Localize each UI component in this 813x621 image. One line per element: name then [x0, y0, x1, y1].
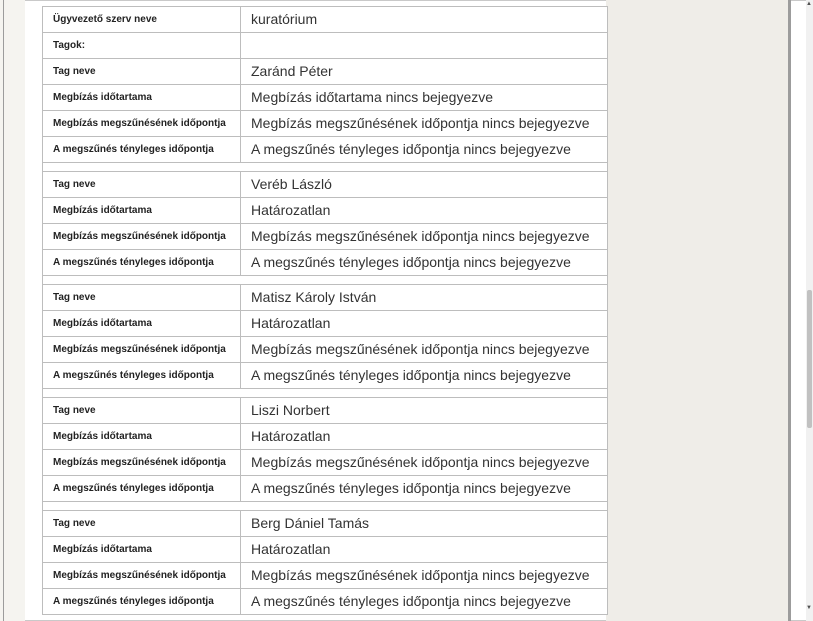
member-separator [43, 162, 607, 171]
field-label: A megszűnés tényleges időpontja [53, 144, 214, 155]
column-divider [240, 363, 241, 388]
table-row [43, 110, 607, 136]
field-label: Megbízás megszűnésének időpontja [53, 231, 226, 242]
table-row [43, 397, 607, 423]
field-value: Megbízás megszűnésének időpontja nincs bejegyezve [251, 454, 590, 470]
member-separator [43, 388, 607, 397]
field-label: A megszűnés tényleges időpontja [53, 370, 214, 381]
field-label: Megbízás megszűnésének időpontja [53, 570, 226, 581]
field-value: Berg Dániel Tamás [251, 515, 370, 531]
table-row [43, 449, 607, 475]
field-value: Liszi Norbert [251, 402, 330, 418]
field-value: Határozatlan [251, 315, 331, 331]
table-row [43, 310, 607, 336]
table-row [43, 58, 607, 84]
field-label: A megszűnés tényleges időpontja [53, 596, 214, 607]
member-separator [43, 501, 607, 510]
column-divider [240, 85, 241, 110]
field-value: Megbízás megszűnésének időpontja nincs bejegyezve [251, 115, 590, 131]
table-row [43, 84, 607, 110]
column-divider [240, 285, 241, 310]
table-row [43, 562, 607, 588]
column-divider [240, 250, 241, 275]
table-row [43, 136, 607, 162]
field-label: Tag neve [53, 66, 96, 77]
column-divider [240, 337, 241, 362]
column-divider [240, 172, 241, 197]
field-label: Tag neve [53, 292, 96, 303]
table-row [43, 284, 607, 310]
column-divider [240, 450, 241, 475]
scroll-up-icon[interactable]: ▲ [806, 1, 812, 7]
table-row [43, 475, 607, 501]
field-label: Megbízás megszűnésének időpontja [53, 344, 226, 355]
column-divider [240, 198, 241, 223]
table-row [43, 588, 607, 614]
left-divider [3, 0, 4, 621]
field-value: Határozatlan [251, 428, 331, 444]
field-label: Tag neve [53, 518, 96, 529]
table-row [43, 336, 607, 362]
table-row [43, 171, 607, 197]
field-value: Megbízás időtartama nincs bejegyezve [251, 89, 494, 105]
member-separator [43, 275, 607, 284]
field-label: Megbízás időtartama [53, 544, 152, 555]
field-value: Zaránd Péter [251, 63, 333, 79]
company-data-table [42, 6, 608, 615]
column-divider [240, 511, 241, 536]
table-bottom-border [43, 614, 607, 615]
field-label: Megbízás időtartama [53, 318, 152, 329]
field-label: A megszűnés tényleges időpontja [53, 483, 214, 494]
field-value: A megszűnés tényleges időpontja nincs bejegyezve [251, 367, 571, 383]
field-value: Veréb László [251, 176, 332, 192]
table-row [43, 510, 607, 536]
column-divider [240, 476, 241, 501]
field-label: Tag neve [53, 405, 96, 416]
column-divider [240, 589, 241, 614]
field-value: A megszűnés tényleges időpontja nincs bejegyezve [251, 593, 571, 609]
table-row [43, 362, 607, 388]
field-value: Határozatlan [251, 541, 331, 557]
field-value: Megbízás megszűnésének időpontja nincs bejegyezve [251, 341, 590, 357]
column-divider [240, 537, 241, 562]
field-value: A megszűnés tényleges időpontja nincs bejegyezve [251, 254, 571, 270]
column-divider [240, 311, 241, 336]
field-value: A megszűnés tényleges időpontja nincs bejegyezve [251, 141, 571, 157]
table-row [43, 536, 607, 562]
right-divider [788, 0, 791, 621]
field-label: Tag neve [53, 179, 96, 190]
column-divider [240, 33, 241, 58]
column-divider [240, 424, 241, 449]
column-divider [240, 563, 241, 588]
scrollbar-thumb[interactable] [807, 290, 812, 428]
field-label: Ügyvezető szerv neve [53, 14, 157, 25]
table-row [43, 423, 607, 449]
field-label: Megbízás megszűnésének időpontja [53, 457, 226, 468]
field-value: Határozatlan [251, 202, 331, 218]
table-row [43, 249, 607, 275]
column-divider [240, 137, 241, 162]
field-label: Megbízás időtartama [53, 205, 152, 216]
scroll-down-icon[interactable]: ▼ [806, 605, 812, 611]
field-label: Megbízás időtartama [53, 92, 152, 103]
field-value: Matisz Károly István [251, 289, 377, 305]
column-divider [240, 224, 241, 249]
right-side-panel [606, 0, 791, 621]
table-row [43, 223, 607, 249]
field-label: Megbízás megszűnésének időpontja [53, 118, 226, 129]
field-label: Tagok: [53, 40, 86, 51]
table-row-managing-body [43, 6, 607, 32]
field-label: Megbízás időtartama [53, 431, 152, 442]
field-value: Megbízás megszűnésének időpontja nincs bejegyezve [251, 567, 590, 583]
column-divider [240, 111, 241, 136]
field-value: Megbízás megszűnésének időpontja nincs bejegyezve [251, 228, 590, 244]
column-divider [240, 398, 241, 423]
column-divider [240, 59, 241, 84]
members-list [43, 58, 607, 614]
column-divider [240, 7, 241, 32]
table-row-members-header [43, 32, 607, 58]
field-value: A megszűnés tényleges időpontja nincs bejegyezve [251, 480, 571, 496]
field-label: A megszűnés tényleges időpontja [53, 257, 214, 268]
field-value: kuratórium [251, 11, 318, 27]
table-row [43, 197, 607, 223]
